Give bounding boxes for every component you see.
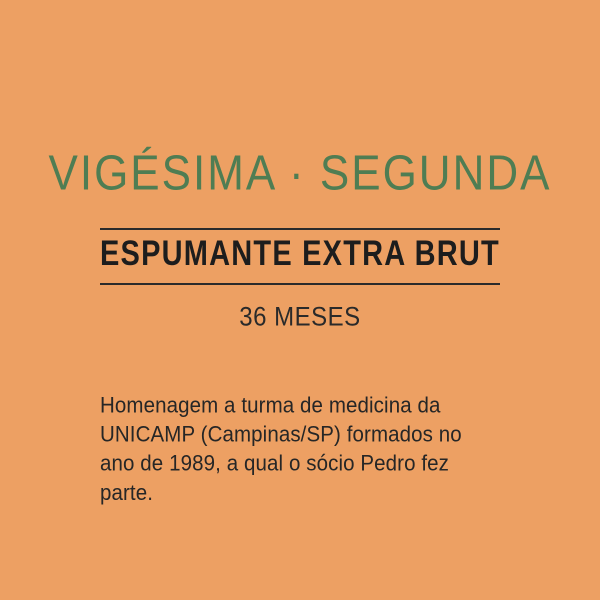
product-subtitle: ESPUMANTE EXTRA BRUT <box>100 234 500 274</box>
product-description: Homenagem a turma de medicina da UNICAMP (Campinas/SP) formados no ano de 1989, a qual o sócio Pedro fez parte. <box>100 392 462 506</box>
aging-duration: 36 MESES <box>239 302 361 333</box>
product-title: VIGÉSIMA · SEGUNDA <box>48 146 552 201</box>
divider-top <box>100 228 500 230</box>
divider-bottom <box>100 283 500 285</box>
